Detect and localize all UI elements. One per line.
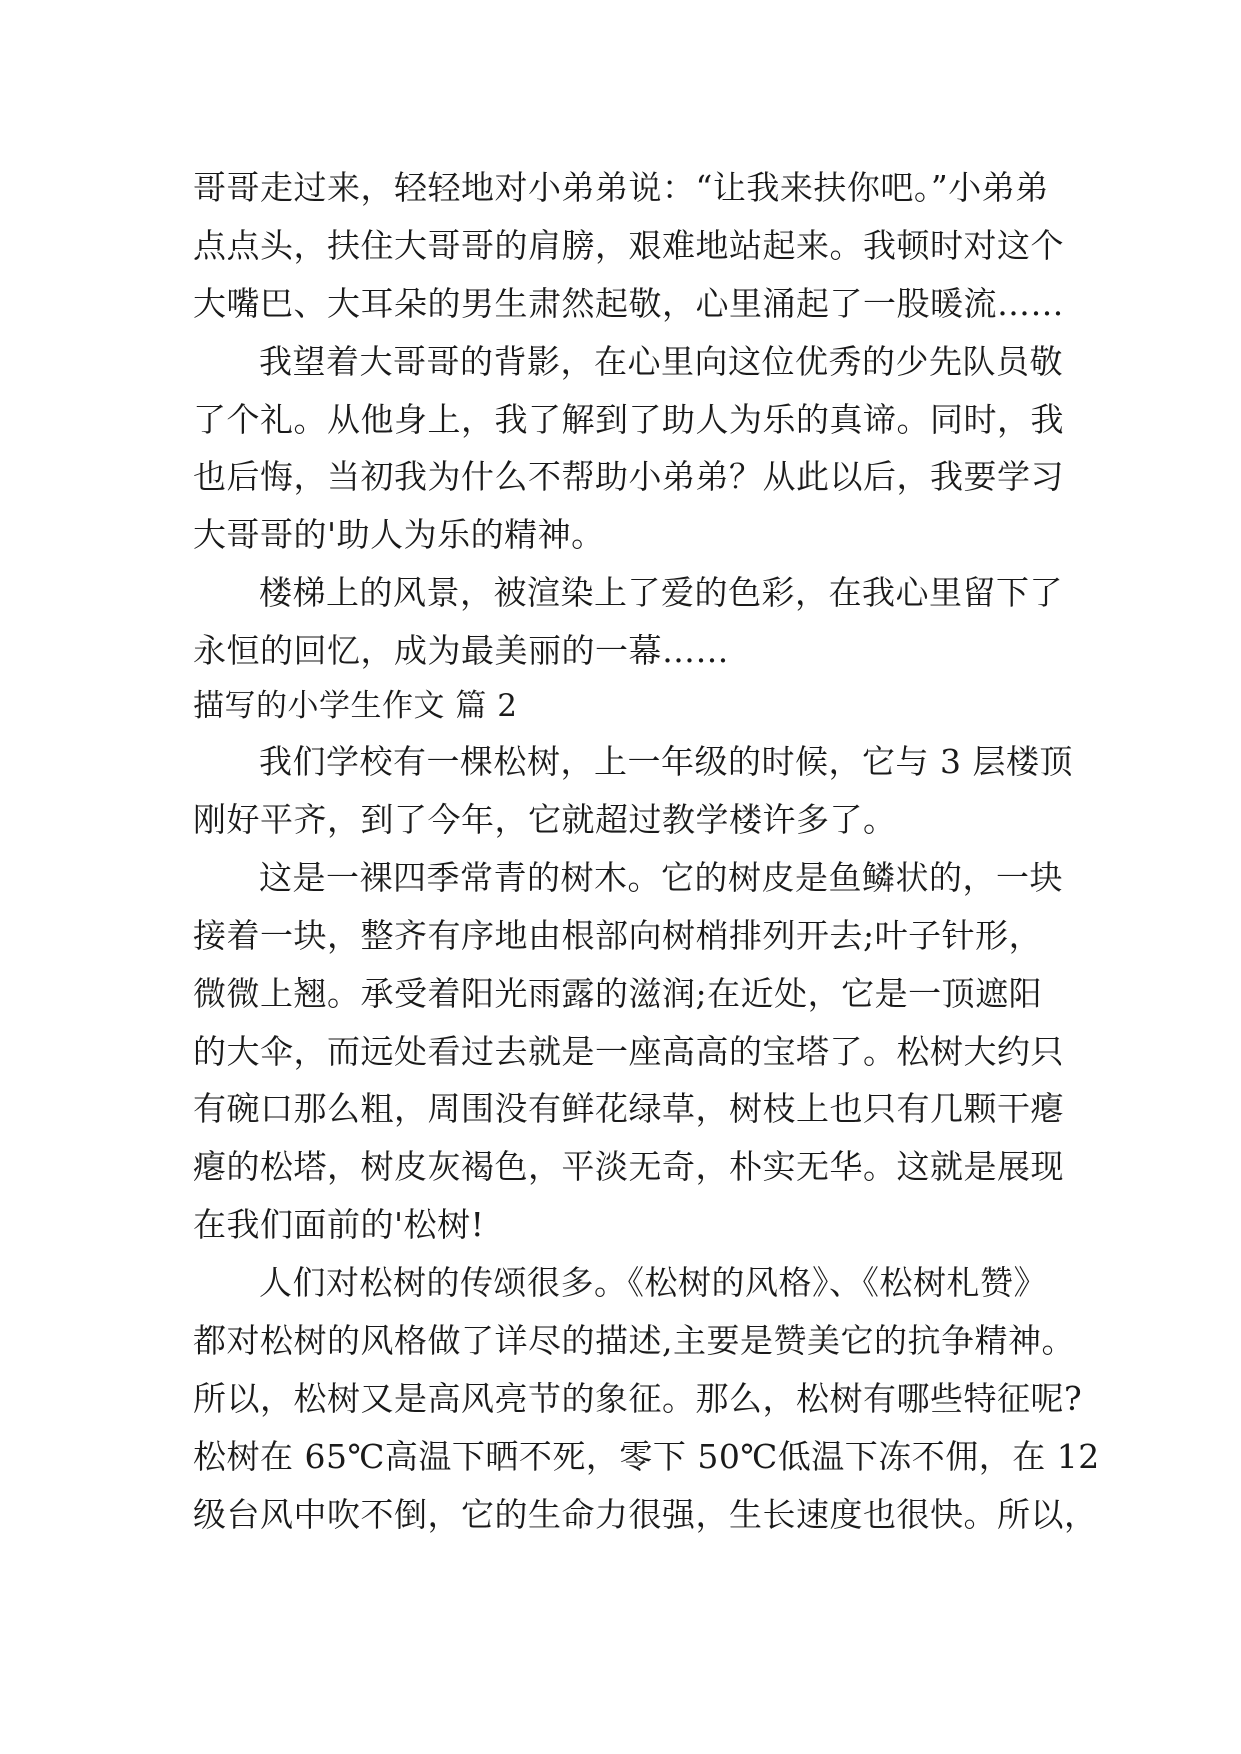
paragraph-line: 大哥哥的'助人为乐的精神。 bbox=[193, 515, 605, 554]
section-title: 描写的小学生作文 篇 2 bbox=[193, 688, 518, 724]
paragraph-line: 这是一裸四季常青的树木。它的树皮是鱼鳞状的，一块 bbox=[259, 858, 1063, 897]
paragraph-line: 有碗口那么粗，周围没有鲜花绿草，树枝上也只有几颗干瘪 bbox=[193, 1089, 1064, 1128]
paragraph-line: 点点头，扶住大哥哥的肩膀，艰难地站起来。我顿时对这个 bbox=[193, 226, 1064, 265]
paragraph-line: 大嘴巴、大耳朵的男生肃然起敬，心里涌起了一股暖流…… bbox=[193, 284, 1064, 323]
paragraph-line: 都对松树的风格做了详尽的描述,主要是赞美它的抗争精神。 bbox=[193, 1321, 1075, 1360]
paragraph-line: 也后悔，当初我为什么不帮助小弟弟？从此以后，我要学习 bbox=[193, 457, 1064, 496]
paragraph-line: 楼梯上的风景，被渲染上了爱的色彩，在我心里留下了 bbox=[259, 573, 1063, 612]
paragraph-line: 了个礼。从他身上，我了解到了助人为乐的真谛。同时，我 bbox=[193, 400, 1064, 439]
paragraph-line: 松树在 65℃高温下晒不死，零下 50℃低温下冻不佣，在 12 bbox=[193, 1437, 1100, 1476]
paragraph-line: 永恒的回忆，成为最美丽的一幕…… bbox=[193, 631, 729, 670]
paragraph-line: 所以，松树又是高风亮节的象征。那么，松树有哪些特征呢? bbox=[193, 1379, 1083, 1418]
paragraph-line: 我望着大哥哥的背影，在心里向这位优秀的少先队员敬 bbox=[259, 342, 1063, 381]
paragraph-line: 在我们面前的'松树! bbox=[193, 1205, 485, 1244]
paragraph-line: 的大伞，而远处看过去就是一座高高的宝塔了。松树大约只 bbox=[193, 1032, 1064, 1071]
paragraph-line: 人们对松树的传颂很多。《松树的风格》、《松树札赞》 bbox=[259, 1263, 1047, 1302]
paragraph-line: 接着一块，整齐有序地由根部向树梢排列开去;叶子针形， bbox=[193, 916, 1043, 955]
paragraph-line: 我们学校有一棵松树，上一年级的时候，它与 3 层楼顶 bbox=[259, 742, 1073, 781]
paragraph-line: 瘪的松塔，树皮灰褐色，平淡无奇，朴实无华。这就是展现 bbox=[193, 1147, 1064, 1186]
paragraph-line: 微微上翘。承受着阳光雨露的滋润;在近处，它是一顶遮阳 bbox=[193, 974, 1043, 1013]
paragraph-line: 哥哥走过来，轻轻地对小弟弟说：“让我来扶你吧。”小弟弟 bbox=[193, 168, 1049, 207]
paragraph-line: 级台风中吹不倒，它的生命力很强，生长速度也很快。所以， bbox=[193, 1495, 1098, 1534]
paragraph-line: 刚好平齐，到了今年，它就超过教学楼许多了。 bbox=[193, 800, 897, 839]
